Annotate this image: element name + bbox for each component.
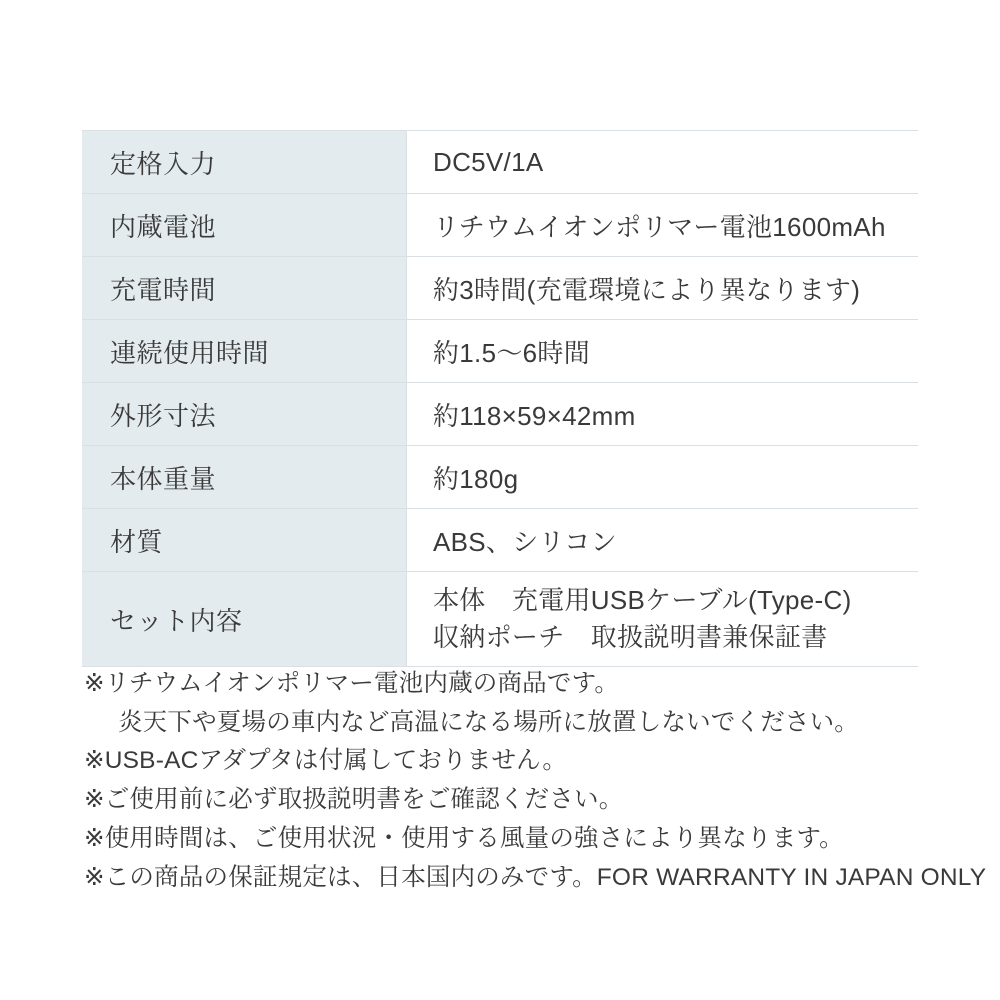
table-row [82,131,918,194]
spec-table-container [82,130,918,667]
spec-label: セット内容 [82,572,407,667]
spec-value: 約1.5〜6時間 [407,320,919,383]
spec-label: 本体重量 [82,446,407,509]
spec-value-line-2: 収納ポーチ 取扱説明書兼保証書 [433,622,828,652]
spec-label: 外形寸法 [82,383,407,446]
note-item: 炎天下や夏場の車内など高温になる場所に放置しないでください。 [118,708,859,736]
spec-label: 材質 [82,509,407,572]
note-item: ※この商品の保証規定は、日本国内のみです。FOR WARRANTY IN JAPAN ONLY [84,863,987,891]
spec-label: 連続使用時間 [82,320,407,383]
spec-label: 内蔵電池 [82,194,407,257]
note-item: ※使用時間は、ご使用状況・使用する風量の強さにより異なります。 [84,824,844,852]
table-row [82,572,918,667]
note-item: ※ご使用前に必ず取扱説明書をご確認ください。 [84,786,624,814]
spec-value-line-1: 本体 充電用USBケーブル(Type-C) [433,585,852,616]
spec-value: ABS、シリコン [407,509,919,572]
table-row [82,509,918,572]
table-row [82,446,918,509]
spec-value: 約118×59×42mm [407,383,919,446]
spec-value [407,572,919,667]
table-row [82,194,918,257]
notes-section [84,665,987,897]
note-item: ※USB-ACアダプタは付属しておりません。 [84,747,568,775]
table-row [82,320,918,383]
table-row [82,257,918,320]
spec-label: 定格入力 [82,131,407,194]
spec-value: リチウムイオンポリマー電池1600mAh [407,194,919,257]
note-item: ※リチウムイオンポリマー電池内蔵の商品です。 [84,670,620,697]
table-row [82,383,918,446]
spec-label: 充電時間 [82,257,407,320]
spec-value: DC5V/1A [407,131,919,194]
spec-value: 約3時間(充電環境により異なります) [407,257,919,320]
spec-value: 約180g [407,446,919,509]
specification-table [82,130,918,667]
